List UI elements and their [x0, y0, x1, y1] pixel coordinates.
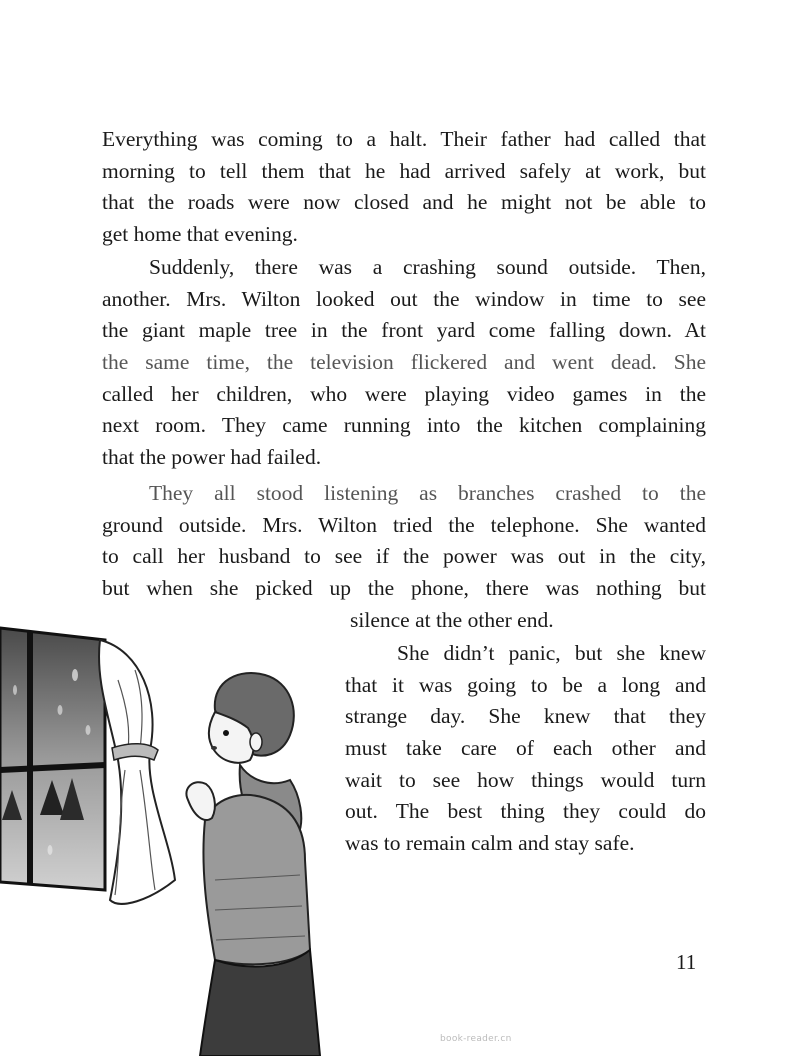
text-line: but when she picked up the phone, there was nothing but: [102, 576, 706, 601]
text-line: morning to tell them that he had arrived safely at work, but: [102, 158, 706, 183]
text-line: that it was going to be a long and: [345, 672, 706, 697]
text-line: that the power had failed.: [102, 445, 322, 470]
text-line: another. Mrs. Wilton looked out the window in time to see: [102, 286, 706, 311]
paragraph-3-continued: [350, 605, 711, 637]
text-line: the giant maple tree in the front yard come falling down. At: [102, 318, 706, 343]
text-line: wait to see how things would turn: [345, 767, 706, 792]
text-line: They all stood listening as branches crashed to the: [149, 481, 706, 505]
page-number: 11: [676, 950, 697, 974]
text-line: She didn’t panic, but she knew: [397, 641, 706, 665]
text-line: next room. They came running into the kitchen complaining: [102, 413, 706, 438]
text-line: silence at the other end.: [350, 608, 554, 632]
text-line: that the roads were now closed and he might not be able to: [102, 190, 706, 215]
text-line: out. The best thing they could do: [345, 799, 706, 824]
curtain: [99, 640, 175, 904]
text-line: to call her husband to see if the power was out in the city,: [102, 544, 706, 569]
illustration-woman-at-window: [0, 620, 330, 1056]
text-line: the same time, the television flickered and went dead. She: [102, 350, 706, 375]
watermark: book-reader.cn: [440, 1034, 512, 1044]
text-line: get home that evening.: [102, 222, 298, 247]
woman-figure: [186, 673, 320, 1056]
text-line: must take care of each other and: [345, 736, 706, 761]
text-line: was to remain calm and stay safe.: [345, 831, 635, 856]
text-line: ground outside. Mrs. Wilton tried the telephone. She wanted: [102, 512, 706, 537]
paragraph-4: [345, 638, 706, 860]
paragraph-2: [102, 252, 706, 474]
text-line: Everything was coming to a halt. Their father had called that: [102, 127, 706, 151]
text-line: strange day. She knew that they: [345, 704, 706, 729]
paragraph-3: [102, 478, 706, 605]
text-line: Suddenly, there was a crashing sound outside. Then,: [149, 255, 706, 279]
window: [0, 628, 105, 890]
text-line: called her children, who were playing video games in the: [102, 381, 706, 406]
paragraph-1: [102, 124, 706, 251]
